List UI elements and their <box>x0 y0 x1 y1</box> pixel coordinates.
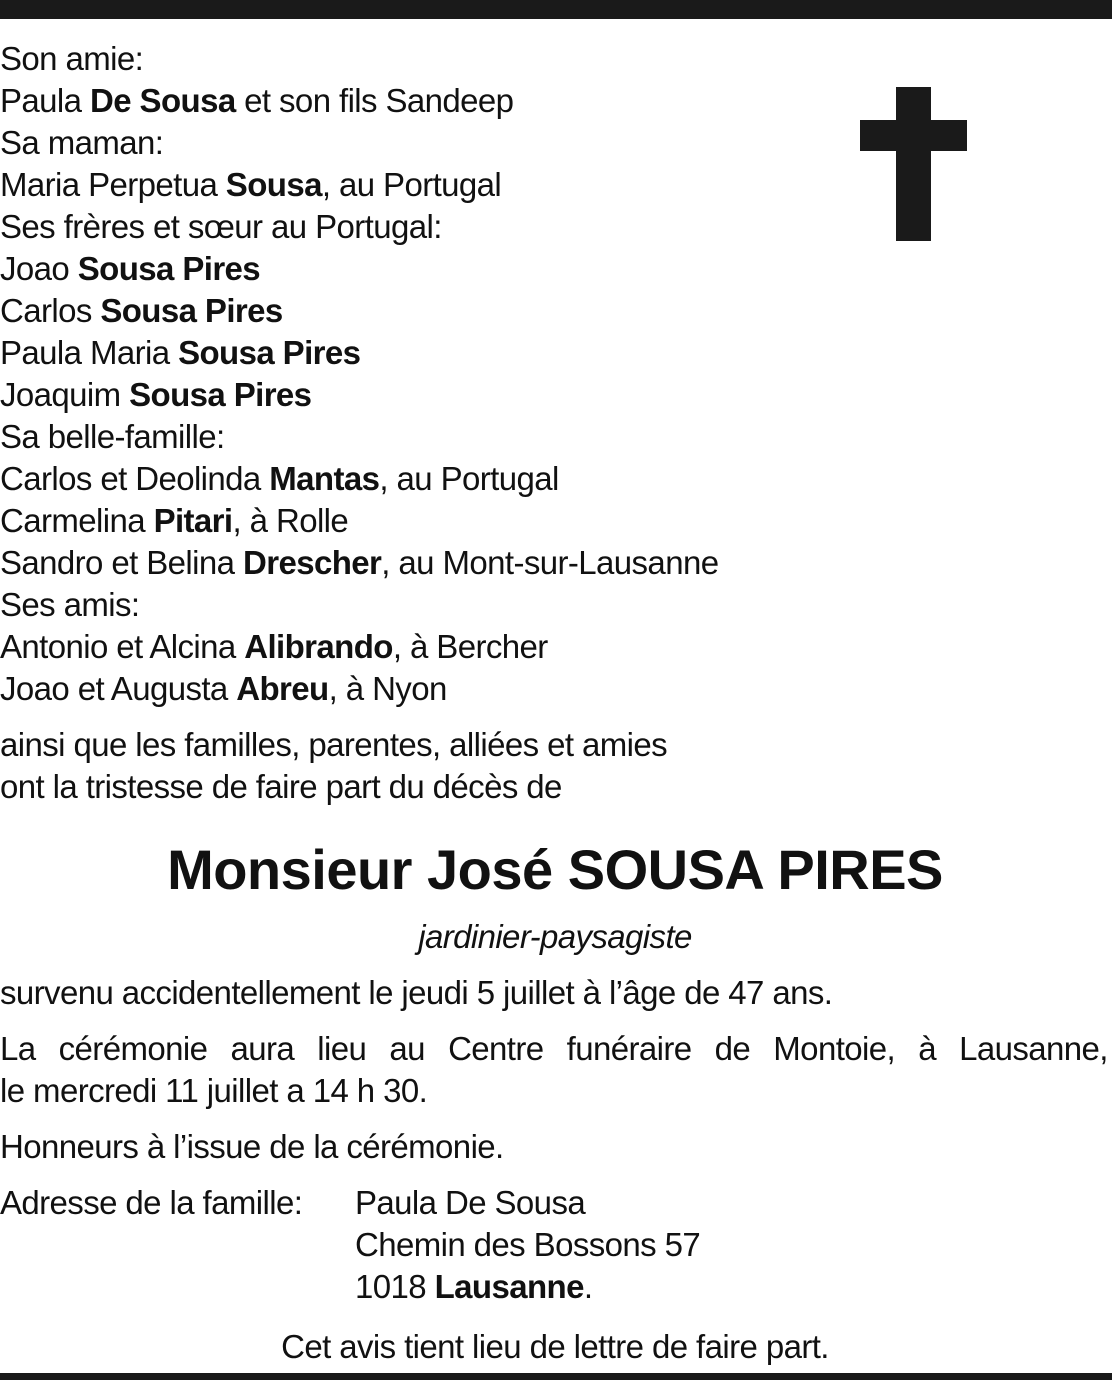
ceremony-word: La <box>0 1030 36 1067</box>
address-city: Lausanne <box>434 1268 584 1305</box>
ceremony-word: à <box>918 1030 936 1067</box>
family-line: Maria Perpetua Sousa, au Portugal <box>0 166 502 203</box>
family-line: Joao Sousa Pires <box>0 250 261 287</box>
obituary-body <box>0 38 1110 1368</box>
ceremony-info <box>0 1028 1110 1112</box>
intro-line-1: ainsi que les familles, parentes, alliées et amies <box>0 726 668 763</box>
ceremony-word: de <box>714 1030 751 1067</box>
family-line: Sa belle-famille: <box>0 418 225 455</box>
ceremony-word: funéraire <box>566 1030 692 1067</box>
death-notice: survenu accidentellement le jeudi 5 juillet à l’âge de 47 ans. <box>0 974 833 1011</box>
address-street: Chemin des Bossons 57 <box>355 1226 701 1263</box>
family-line: Carlos et Deolinda Mantas, au Portugal <box>0 460 559 497</box>
family-line: Ses amis: <box>0 586 140 623</box>
address-name: Paula De Sousa <box>355 1184 586 1221</box>
family-address <box>0 1182 1110 1308</box>
address-label: Adresse de la famille: <box>0 1184 303 1221</box>
family-line: Ses frères et sœur au Portugal: <box>0 208 442 245</box>
intro-line-2: ont la tristesse de faire part du décès de <box>0 768 562 805</box>
ceremony-word: Centre <box>448 1030 544 1067</box>
deceased-name: Monsieur José SOUSA PIRES <box>167 838 943 901</box>
intro-text <box>0 724 1110 808</box>
footer-note: Cet avis tient lieu de lettre de faire part. <box>281 1328 829 1365</box>
family-line: Son amie: <box>0 40 144 77</box>
family-line: Sa maman: <box>0 124 164 161</box>
ceremony-word: Montoie, <box>773 1030 896 1067</box>
bottom-rule <box>0 1373 1112 1380</box>
family-line: Joaquim Sousa Pires <box>0 376 312 413</box>
ceremony-word: cérémonie <box>58 1030 208 1067</box>
deceased-profession: jardinier-paysagiste <box>418 918 692 955</box>
family-line: Antonio et Alcina Alibrando, à Bercher <box>0 628 548 665</box>
family-line: Carlos Sousa Pires <box>0 292 283 329</box>
ceremony-line-2: le mercredi 11 juillet a 14 h 30. <box>0 1072 428 1109</box>
ceremony-line-1 <box>0 1028 1108 1070</box>
family-line: Sandro et Belina Drescher, au Mont-sur-Lausanne <box>0 544 719 581</box>
top-rule <box>0 0 1112 19</box>
family-line: Paula Maria Sousa Pires <box>0 334 361 371</box>
ceremony-word: au <box>389 1030 425 1067</box>
family-line: Carmelina Pitari, à Rolle <box>0 502 349 539</box>
address-lines <box>355 1182 700 1308</box>
ceremony-word: lieu <box>317 1030 367 1067</box>
family-line: Paula De Sousa et son fils Sandeep <box>0 82 514 119</box>
family-list <box>0 38 1110 710</box>
ceremony-word: Lausanne, <box>959 1030 1108 1067</box>
honours-text: Honneurs à l’issue de la cérémonie. <box>0 1128 504 1165</box>
ceremony-word: aura <box>230 1030 295 1067</box>
address-city-line: 1018 Lausanne. <box>355 1268 593 1305</box>
family-line: Joao et Augusta Abreu, à Nyon <box>0 670 447 707</box>
